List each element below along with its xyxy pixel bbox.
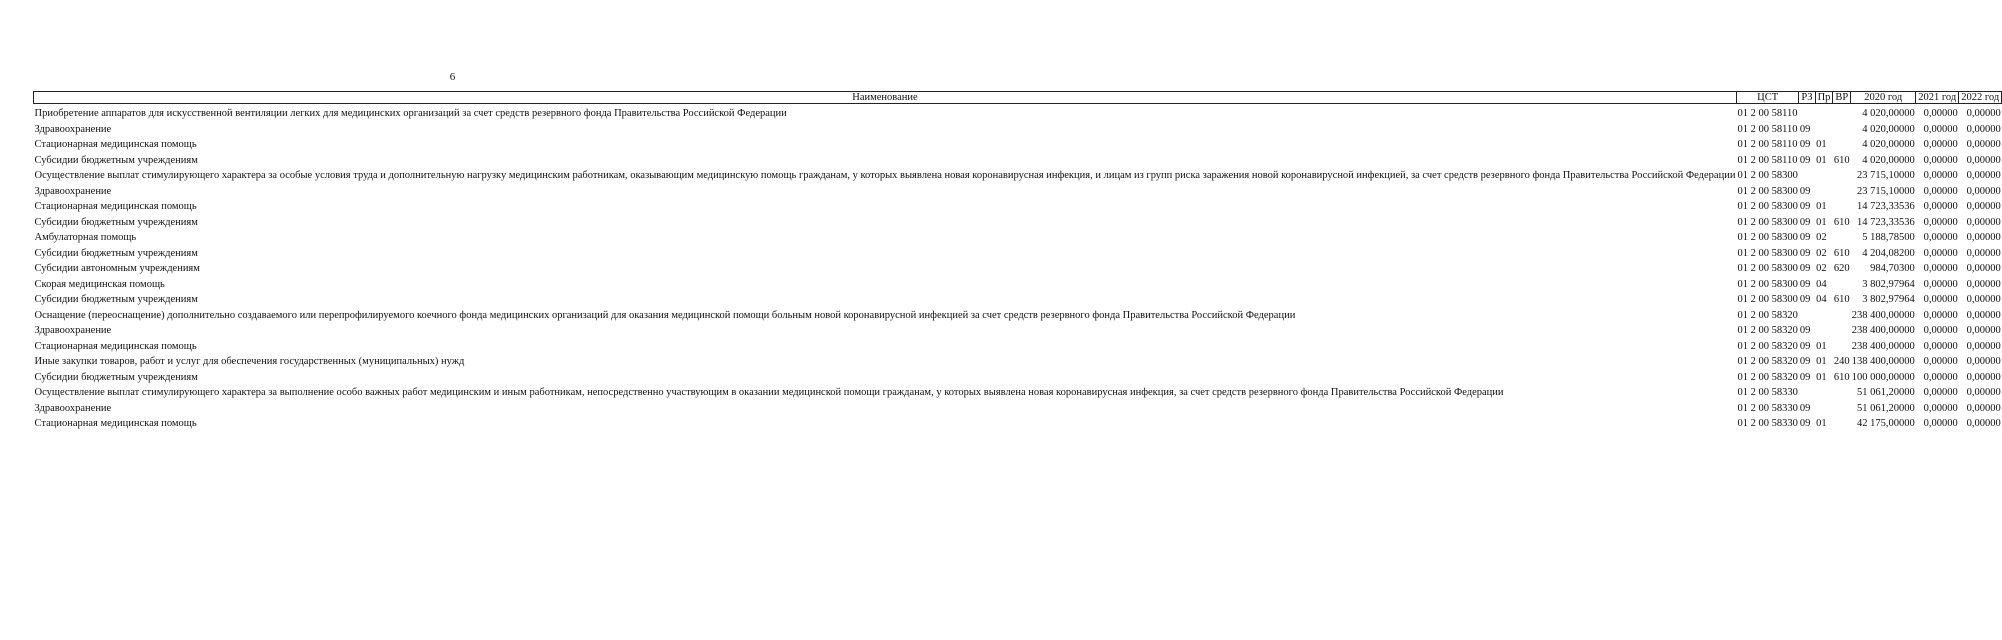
cell-2020: 42 175,00000 xyxy=(1857,418,1915,430)
table-row xyxy=(34,290,2002,306)
cell-cst: 01 2 00 58320 xyxy=(1737,340,1798,352)
cell-rz: 09 xyxy=(1799,418,1811,430)
cell-vr xyxy=(1833,336,1851,352)
header-pr: Пр xyxy=(1815,92,1833,104)
cell-2022: 0,00000 xyxy=(1966,185,2001,197)
cell-rz: 09 xyxy=(1799,232,1811,244)
cell-2021: 0,00000 xyxy=(1923,278,1958,290)
cell-rz: 09 xyxy=(1799,139,1811,151)
cell-2021: 0,00000 xyxy=(1923,340,1958,352)
cell-2020: 100 000,00000 xyxy=(1851,371,1915,383)
table-row xyxy=(34,367,2002,383)
cell-name: Стационарная медицинская помощь xyxy=(34,139,197,151)
cell-2020: 4 020,00000 xyxy=(1862,154,1915,166)
cell-2022: 0,00000 xyxy=(1966,340,2001,352)
cell-rz xyxy=(1799,104,1815,120)
cell-name: Здравоохранение xyxy=(34,402,112,414)
cell-rz: 09 xyxy=(1799,216,1811,228)
cell-2021: 0,00000 xyxy=(1923,418,1958,430)
cell-2021: 0,00000 xyxy=(1923,402,1958,414)
cell-rz: 09 xyxy=(1799,154,1811,166)
cell-vr xyxy=(1833,274,1851,290)
cell-cst: 01 2 00 58300 xyxy=(1737,263,1798,275)
cell-2020: 5 188,78500 xyxy=(1862,232,1915,244)
cell-pr xyxy=(1815,166,1833,182)
cell-rz: 09 xyxy=(1799,185,1811,197)
cell-2021: 0,00000 xyxy=(1923,263,1958,275)
cell-2020: 51 061,20000 xyxy=(1857,387,1915,399)
cell-2020: 238 400,00000 xyxy=(1851,325,1915,337)
table-row xyxy=(34,228,2002,244)
cell-name: Субсидии бюджетным учреждениям xyxy=(34,371,198,383)
cell-pr: 04 xyxy=(1816,278,1827,290)
cell-pr xyxy=(1815,119,1833,135)
table-row xyxy=(34,166,2002,182)
cell-2022: 0,00000 xyxy=(1966,356,2001,368)
cell-2020: 51 061,20000 xyxy=(1857,402,1915,414)
cell-vr: 620 xyxy=(1833,263,1850,275)
cell-pr: 01 xyxy=(1816,356,1827,368)
cell-cst: 01 2 00 58320 xyxy=(1737,325,1798,337)
table-row xyxy=(34,305,2002,321)
cell-pr xyxy=(1815,383,1833,399)
cell-2020: 14 723,33536 xyxy=(1857,201,1915,213)
cell-pr: 01 xyxy=(1816,340,1827,352)
cell-name: Оснащение (переоснащение) дополнительно создаваемого или перепрофилируемого коечного фонда медицинских организаций для оказания медицинской помощи больным новой коронавирусной инфекцией за счет средств резервного фонда Правительства Российской Федерации xyxy=(34,309,1296,321)
cell-2021: 0,00000 xyxy=(1923,356,1958,368)
cell-name: Иные закупки товаров, работ и услуг для обеспечения государственных (муниципальных) нужд xyxy=(34,356,465,368)
cell-2022: 0,00000 xyxy=(1966,123,2001,135)
cell-2022: 0,00000 xyxy=(1966,170,2001,182)
cell-name: Здравоохранение xyxy=(34,123,112,135)
cell-pr: 01 xyxy=(1816,201,1827,213)
cell-pr: 02 xyxy=(1816,247,1827,259)
cell-2022: 0,00000 xyxy=(1966,108,2001,120)
cell-2020: 23 715,10000 xyxy=(1857,170,1915,182)
table-row xyxy=(34,336,2002,352)
cell-name: Субсидии бюджетным учреждениям xyxy=(34,294,198,306)
cell-rz: 09 xyxy=(1799,123,1811,135)
cell-vr xyxy=(1833,119,1851,135)
cell-pr: 01 xyxy=(1816,418,1827,430)
cell-2021: 0,00000 xyxy=(1923,387,1958,399)
cell-rz xyxy=(1799,166,1815,182)
cell-name: Здравоохранение xyxy=(34,185,112,197)
cell-2022: 0,00000 xyxy=(1966,402,2001,414)
cell-rz xyxy=(1799,305,1815,321)
cell-name: Скорая медицинская помощь xyxy=(34,278,165,290)
cell-2020: 238 400,00000 xyxy=(1851,340,1915,352)
cell-pr xyxy=(1815,321,1833,337)
cell-name: Осуществление выплат стимулирующего характера за выполнение особо важных работ медицинским и иным работникам, непосредственно участвующим в оказании медицинской помощи гражданам, у которых выявлена новая коронавирусная инфекция, за счет средств резервного фонда Правительства Российской Федерации xyxy=(34,387,1504,399)
page-number: 6 xyxy=(449,71,456,83)
cell-2020: 3 802,97964 xyxy=(1862,294,1915,306)
cell-2021: 0,00000 xyxy=(1923,216,1958,228)
table-body xyxy=(34,104,2002,430)
header-2022: 2022 год xyxy=(1959,92,2002,104)
cell-cst: 01 2 00 58320 xyxy=(1737,309,1798,321)
cell-cst: 01 2 00 58300 xyxy=(1737,232,1798,244)
cell-vr xyxy=(1833,305,1851,321)
header-cst: ЦСТ xyxy=(1736,92,1798,104)
cell-vr xyxy=(1833,398,1851,414)
cell-2022: 0,00000 xyxy=(1966,387,2001,399)
cell-2020: 4 020,00000 xyxy=(1862,123,1915,135)
cell-2020: 984,70300 xyxy=(1870,263,1915,275)
cell-rz: 09 xyxy=(1799,247,1811,259)
cell-2021: 0,00000 xyxy=(1923,247,1958,259)
cell-cst: 01 2 00 58300 xyxy=(1737,294,1798,306)
cell-cst: 01 2 00 58330 xyxy=(1737,387,1798,399)
header-name: Наименование xyxy=(34,92,1737,104)
cell-cst: 01 2 00 58330 xyxy=(1737,402,1798,414)
cell-vr xyxy=(1833,135,1851,151)
cell-2022: 0,00000 xyxy=(1966,139,2001,151)
cell-rz xyxy=(1799,383,1815,399)
cell-2021: 0,00000 xyxy=(1923,154,1958,166)
cell-vr xyxy=(1833,197,1851,213)
cell-vr xyxy=(1833,414,1851,430)
cell-2021: 0,00000 xyxy=(1923,371,1958,383)
cell-2020: 238 400,00000 xyxy=(1851,309,1915,321)
cell-vr: 610 xyxy=(1833,154,1850,166)
cell-vr: 610 xyxy=(1833,371,1850,383)
cell-2020: 138 400,00000 xyxy=(1851,356,1915,368)
cell-2021: 0,00000 xyxy=(1923,108,1958,120)
cell-cst: 01 2 00 58110 xyxy=(1737,139,1798,151)
cell-vr: 610 xyxy=(1833,294,1850,306)
cell-2022: 0,00000 xyxy=(1966,418,2001,430)
cell-2021: 0,00000 xyxy=(1923,294,1958,306)
cell-vr xyxy=(1833,166,1851,182)
cell-cst: 01 2 00 58110 xyxy=(1737,154,1798,166)
cell-cst: 01 2 00 58320 xyxy=(1737,356,1798,368)
cell-2021: 0,00000 xyxy=(1923,325,1958,337)
cell-name: Приобретение аппаратов для искусственной вентиляции легких для медицинских организаций за счет средств резервного фонда Правительства Российской Федерации xyxy=(34,108,787,120)
cell-2022: 0,00000 xyxy=(1966,278,2001,290)
cell-pr xyxy=(1815,104,1833,120)
table-row xyxy=(34,135,2002,151)
cell-vr xyxy=(1833,383,1851,399)
cell-2022: 0,00000 xyxy=(1966,371,2001,383)
table-row xyxy=(34,274,2002,290)
cell-2021: 0,00000 xyxy=(1923,232,1958,244)
cell-rz: 09 xyxy=(1799,371,1811,383)
cell-cst: 01 2 00 58300 xyxy=(1737,185,1798,197)
cell-2020: 4 020,00000 xyxy=(1862,139,1915,151)
cell-name: Субсидии автономным учреждениям xyxy=(34,263,200,275)
cell-cst: 01 2 00 58300 xyxy=(1737,201,1798,213)
table-row xyxy=(34,150,2002,166)
cell-2022: 0,00000 xyxy=(1966,263,2001,275)
cell-vr: 240 xyxy=(1833,356,1850,368)
table-row xyxy=(34,197,2002,213)
cell-vr xyxy=(1833,228,1851,244)
cell-rz: 09 xyxy=(1799,294,1811,306)
table-row xyxy=(34,398,2002,414)
cell-cst: 01 2 00 58110 xyxy=(1737,123,1798,135)
cell-2022: 0,00000 xyxy=(1966,325,2001,337)
header-2021: 2021 год xyxy=(1916,92,1959,104)
cell-2020: 23 715,10000 xyxy=(1857,185,1915,197)
cell-vr xyxy=(1833,104,1851,120)
cell-name: Стационарная медицинская помощь xyxy=(34,418,197,430)
cell-2022: 0,00000 xyxy=(1966,294,2001,306)
cell-name: Субсидии бюджетным учреждениям xyxy=(34,216,198,228)
cell-pr: 01 xyxy=(1816,216,1827,228)
cell-2021: 0,00000 xyxy=(1923,201,1958,213)
cell-2021: 0,00000 xyxy=(1923,139,1958,151)
cell-cst: 01 2 00 58300 xyxy=(1737,216,1798,228)
cell-2021: 0,00000 xyxy=(1923,170,1958,182)
table-row xyxy=(34,321,2002,337)
cell-rz: 09 xyxy=(1799,201,1811,213)
budget-table xyxy=(33,91,2002,429)
table-row xyxy=(34,119,2002,135)
cell-name: Здравоохранение xyxy=(34,325,112,337)
cell-2020: 4 204,08200 xyxy=(1862,247,1915,259)
cell-name: Стационарная медицинская помощь xyxy=(34,201,197,213)
cell-2022: 0,00000 xyxy=(1966,247,2001,259)
cell-rz: 09 xyxy=(1799,278,1811,290)
cell-2022: 0,00000 xyxy=(1966,216,2001,228)
cell-cst: 01 2 00 58330 xyxy=(1737,418,1798,430)
header-rz: РЗ xyxy=(1799,92,1815,104)
cell-2022: 0,00000 xyxy=(1966,154,2001,166)
cell-2022: 0,00000 xyxy=(1966,309,2001,321)
cell-pr: 01 xyxy=(1816,139,1827,151)
table-row xyxy=(34,383,2002,399)
cell-pr: 04 xyxy=(1816,294,1827,306)
table-row xyxy=(34,212,2002,228)
cell-2020: 14 723,33536 xyxy=(1857,216,1915,228)
table-row xyxy=(34,104,2002,120)
cell-cst: 01 2 00 58300 xyxy=(1737,247,1798,259)
table-header-row xyxy=(34,92,2002,104)
cell-vr xyxy=(1833,321,1851,337)
cell-name: Субсидии бюджетным учреждениям xyxy=(34,154,198,166)
cell-vr xyxy=(1833,181,1851,197)
cell-vr: 610 xyxy=(1833,216,1850,228)
cell-cst: 01 2 00 58300 xyxy=(1737,170,1798,182)
cell-cst: 01 2 00 58300 xyxy=(1737,278,1798,290)
cell-2021: 0,00000 xyxy=(1923,123,1958,135)
cell-pr xyxy=(1815,305,1833,321)
table-row xyxy=(34,352,2002,368)
cell-cst: 01 2 00 58110 xyxy=(1737,108,1798,120)
header-2020: 2020 год xyxy=(1851,92,1916,104)
cell-name: Осуществление выплат стимулирующего характера за особые условия труда и дополнительную нагрузку медицинским работникам, оказывающим медицинскую помощь гражданам, у которых выявлена новая коронавирусная инфекция, и лицам из групп риска заражения новой коронавирусной инфекцией, за счет средств резервного фонда Правительства Российской Федерации xyxy=(34,170,1736,182)
cell-pr xyxy=(1815,398,1833,414)
cell-rz: 09 xyxy=(1799,325,1811,337)
cell-pr: 01 xyxy=(1816,371,1827,383)
cell-rz: 09 xyxy=(1799,356,1811,368)
cell-pr xyxy=(1815,181,1833,197)
cell-name: Амбулаторная помощь xyxy=(34,232,137,244)
cell-rz: 09 xyxy=(1799,263,1811,275)
cell-2020: 4 020,00000 xyxy=(1862,108,1915,120)
cell-2022: 0,00000 xyxy=(1966,201,2001,213)
table-row xyxy=(34,243,2002,259)
cell-vr: 610 xyxy=(1833,247,1850,259)
cell-2021: 0,00000 xyxy=(1923,185,1958,197)
cell-cst: 01 2 00 58320 xyxy=(1737,371,1798,383)
cell-pr: 02 xyxy=(1816,263,1827,275)
cell-name: Стационарная медицинская помощь xyxy=(34,340,197,352)
cell-2022: 0,00000 xyxy=(1966,232,2001,244)
cell-pr: 01 xyxy=(1816,154,1827,166)
cell-2021: 0,00000 xyxy=(1923,309,1958,321)
cell-2020: 3 802,97964 xyxy=(1862,278,1915,290)
cell-pr: 02 xyxy=(1816,232,1827,244)
header-vr: ВР xyxy=(1833,92,1851,104)
table-row xyxy=(34,181,2002,197)
cell-name: Субсидии бюджетным учреждениям xyxy=(34,247,198,259)
table-row xyxy=(34,414,2002,430)
cell-rz: 09 xyxy=(1799,402,1811,414)
cell-rz: 09 xyxy=(1799,340,1811,352)
table-row xyxy=(34,259,2002,275)
